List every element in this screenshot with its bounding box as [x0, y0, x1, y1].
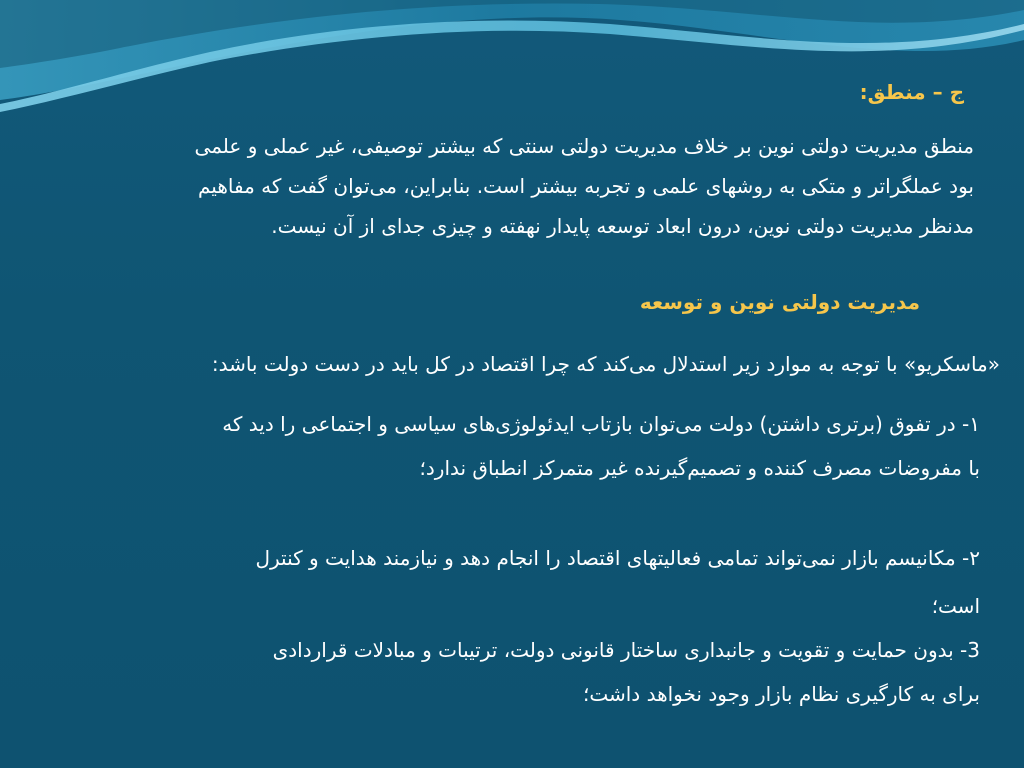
list-item-3-line: 3- بدون حمایت و تقویت و جانبداری ساختار قانونی دولت، ترتیبات و مبادلات قراردادی	[272, 638, 980, 662]
subheading-new-public-management: مدیریت دولتی نوین و توسعه	[639, 290, 920, 314]
decorative-wave-header	[0, 0, 1024, 140]
list-item-2-line: است؛	[931, 594, 980, 618]
paragraph-line: مدنظر مدیریت دولتی نوین، درون ابعاد توسعه پایدار نهفته و چیزی جدای از آن نیست.	[271, 214, 974, 238]
list-item-1-line: ۱- در تفوق (برتری داشتن) دولت می‌توان بازتاب ایدئولوژی‌های سیاسی و اجتماعی را دید که	[222, 412, 980, 436]
paragraph-line: منطق مدیریت دولتی نوین بر خلاف مدیریت دولتی سنتی که بیشتر توصیفی، غیر عملی و علمی	[194, 134, 974, 158]
logic-paragraph	[195, 126, 974, 246]
list-item-3-line: برای به کارگیری نظام بازار وجود نخواهد داشت؛	[583, 682, 980, 706]
intro-line: «ماسکریو» با توجه به موارد زیر استدلال می‌کند که چرا اقتصاد در کل باید در دست دولت باشد:	[211, 352, 1000, 376]
paragraph-line: بود عملگراتر و متکی به روشهای علمی و تجربه بیشتر است. بنابراین، می‌توان گفت که مفاهیم	[197, 174, 974, 198]
list-item-2-line: ۲- مکانیسم بازار نمی‌تواند تمامی فعالیتهای اقتصاد را انجام دهد و نیازمند هدایت و کنترل	[255, 546, 980, 570]
section-heading-logic: ج – منطق:	[859, 80, 964, 104]
list-spacer	[222, 490, 980, 536]
argument-list	[222, 402, 980, 716]
list-item-1-line: با مفروضات مصرف کننده و تصمیم‌گیرنده غیر متمرکز انطباق ندارد؛	[419, 456, 980, 480]
